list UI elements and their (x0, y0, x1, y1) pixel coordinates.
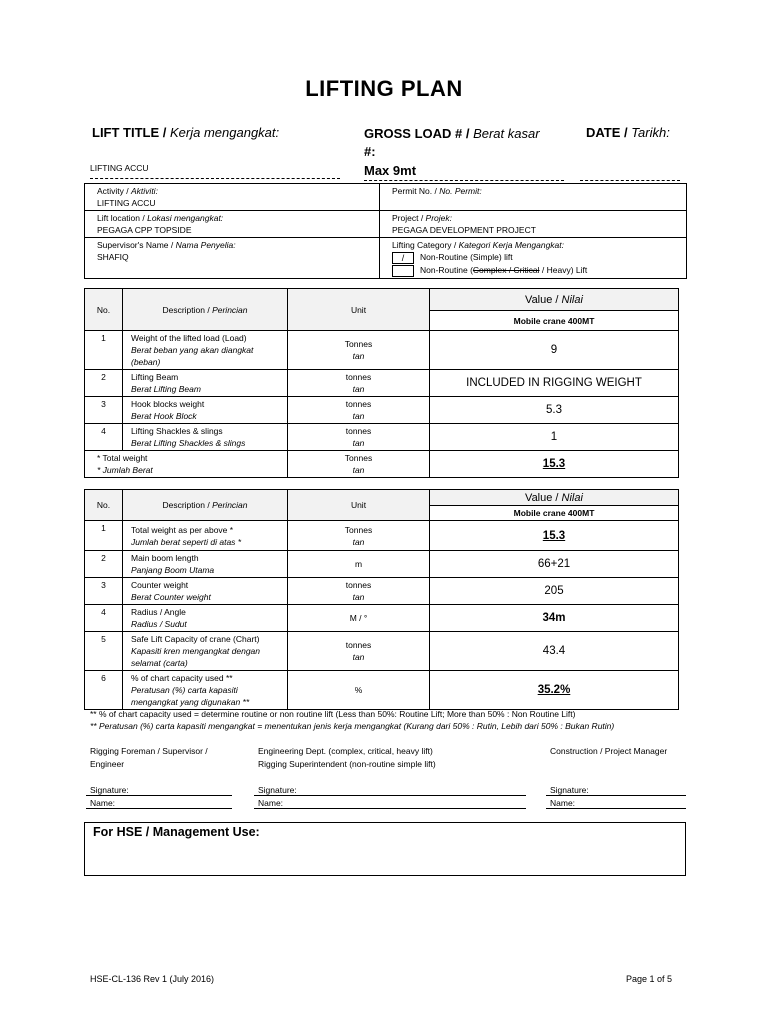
t2-row-no: 2 (85, 551, 123, 578)
note-en: ** % of chart capacity used = determine routine or non routine lift (Less than 50%: Routine Lift; More than 50% : Non Routine Lift) (90, 709, 576, 719)
date-label (586, 125, 670, 140)
t2-row-unit (288, 632, 430, 671)
table-row (85, 632, 679, 671)
page-number: Page 1 of 5 (626, 974, 673, 984)
doc-reference: HSE-CL-136 Rev 1 (July 2016) (90, 974, 215, 984)
category-simple-checkbox[interactable]: / (392, 252, 414, 264)
t2-header-crane: Mobile crane 400MT (430, 506, 679, 521)
t1-row-unit (288, 370, 430, 397)
date-label-my: Tarikh: (631, 125, 670, 140)
t1-header-desc-en: Description / (162, 304, 213, 315)
t2-row-no: 6 (85, 671, 123, 710)
t1-row-no: 1 (85, 331, 123, 370)
sig-col1-signature-label: Signature: (90, 785, 129, 795)
t1-row-value: INCLUDED IN RIGGING WEIGHT (430, 370, 679, 397)
t2-header-no: No. (85, 490, 123, 521)
load-table (84, 288, 679, 478)
date-label-en: DATE / (586, 125, 632, 140)
sig-col1-heading (90, 745, 208, 771)
table-row (85, 331, 679, 370)
crane-table (84, 489, 679, 710)
t1-row-unit-en: tonnes (345, 399, 372, 409)
t1-row-desc-my: Berat Lifting Beam (131, 384, 201, 394)
t1-row-desc-en: Weight of the lifted load (Load) (131, 333, 247, 343)
lift-title-label-my: Kerja mengangkat: (170, 125, 280, 140)
sig-col1-name-line[interactable] (86, 808, 232, 809)
gross-load-underline (364, 180, 564, 181)
category-label: Lifting Category / (392, 240, 459, 250)
t1-header-value-en: Value / (525, 293, 562, 306)
page-title: LIFTING PLAN (305, 76, 463, 101)
permit-cell (380, 184, 687, 211)
t2-row-unit: M / ° (288, 605, 430, 632)
gross-load-label-en: GROSS LOAD # / (364, 126, 474, 141)
t1-row-desc-en: Lifting Beam (131, 372, 179, 382)
hse-label: For HSE / Management Use: (93, 825, 260, 839)
t2-row-desc (123, 671, 288, 710)
t2-row-unit-my: tan (352, 592, 365, 602)
hse-management-box[interactable] (84, 822, 686, 876)
sig-col2-line1: Engineering Dept. (complex, critical, heavy lift) (258, 746, 433, 756)
activity-label: Activity / (97, 186, 132, 196)
lift-title-underline (90, 178, 340, 179)
t1-row-no: 3 (85, 397, 123, 424)
location-label: Lift location / (97, 213, 148, 223)
category-complex-suffix: / Heavy) Lift (539, 264, 588, 275)
lift-title-label (92, 125, 279, 140)
t1-total-desc (85, 451, 288, 478)
t2-row-unit-en: Tonnes (344, 524, 373, 535)
t2-row-desc-my: Kapasiti kren mengangkat dengan selamat (carta) (131, 646, 261, 668)
t1-total-desc-my: * Jumlah Berat (97, 465, 153, 475)
t2-row-desc (123, 578, 288, 605)
t1-row-desc-en: Hook blocks weight (131, 399, 205, 409)
t2-row-desc-en: Counter weight (131, 580, 189, 590)
t2-row-desc (123, 605, 288, 632)
category-complex-checkbox[interactable] (392, 265, 414, 277)
table-row (85, 578, 679, 605)
t2-row-desc-my: Berat Counter weight (131, 592, 211, 602)
t1-header-value (430, 289, 679, 311)
t1-row-desc (123, 397, 288, 424)
t2-row-desc (123, 521, 288, 551)
t1-row-unit-my: tan (352, 411, 365, 421)
category-simple-label: Non-Routine (Simple) lift (420, 252, 513, 262)
t2-row-value: 34m (430, 605, 679, 632)
t2-row-no: 4 (85, 605, 123, 632)
t1-row-no: 4 (85, 424, 123, 451)
t1-row-no: 2 (85, 370, 123, 397)
t2-row-desc-my: Panjang Boom Utama (131, 565, 215, 575)
t1-total-unit (288, 451, 430, 478)
t2-row-desc-en: Radius / Angle (131, 607, 186, 617)
project-label: Project / (392, 213, 426, 223)
permit-label-my: No. Permit: (439, 186, 482, 196)
t2-header-value-en: Value / (525, 491, 562, 504)
table-row (85, 605, 679, 632)
table-row (85, 370, 679, 397)
t1-header-crane: Mobile crane 400MT (430, 311, 679, 331)
sig-col2-name-line[interactable] (254, 808, 526, 809)
sig-col3-signature-line[interactable] (546, 795, 686, 796)
t1-row-unit (288, 424, 430, 451)
date-underline (580, 180, 680, 181)
t2-row-value: 35.2% (430, 671, 679, 710)
t1-row-desc-en: Lifting Shackles & slings (131, 426, 223, 436)
t1-row-unit-en: tonnes (345, 372, 372, 382)
t1-header-desc (123, 289, 288, 331)
activity-label-my: Aktiviti: (131, 186, 158, 196)
t1-row-desc (123, 331, 288, 370)
location-label-my: Lokasi mengangkat: (147, 213, 224, 223)
t2-header-unit: Unit (288, 490, 430, 521)
project-label-my: Projek: (425, 213, 453, 223)
t2-row-unit (288, 578, 430, 605)
sig-col2-line2: Rigging Superintendent (non-routine simple lift) (258, 759, 436, 769)
gross-load-label (364, 125, 564, 161)
t1-row-desc (123, 424, 288, 451)
t1-row-desc-my: Berat Hook Block (131, 411, 197, 421)
sig-col3-signature-label: Signature: (550, 785, 589, 795)
gross-load-label-my: Berat kasar (473, 126, 540, 141)
t2-header-desc-my: Perincian (212, 500, 248, 510)
sig-col1-line2: Engineer (90, 759, 125, 769)
t2-row-unit: m (288, 551, 430, 578)
t1-row-value: 5.3 (430, 397, 679, 424)
category-label-my: Kategori Kerja Mengangkat: (458, 240, 564, 250)
t2-header-desc (123, 490, 288, 521)
t2-row-unit-my: tan (352, 536, 365, 547)
category-complex-struck: Complex / Critical (472, 264, 540, 275)
project-cell (380, 211, 687, 238)
t1-total-unit-en: Tonnes (344, 453, 373, 463)
t1-row-desc (123, 370, 288, 397)
supervisor-label-my: Nama Penyelia: (175, 240, 236, 250)
t2-row-desc-my: Radius / Sudut (131, 619, 187, 629)
t1-total-desc-en: * Total weight (97, 453, 148, 463)
supervisor-cell (85, 238, 380, 279)
sig-col2-signature-line[interactable] (254, 795, 526, 796)
t1-header-unit: Unit (288, 289, 430, 331)
sig-col3-heading: Construction / Project Manager (550, 746, 668, 756)
t2-header-value (430, 490, 679, 506)
permit-label: Permit No. / (392, 186, 440, 196)
table-row-total (85, 451, 679, 478)
t2-row-desc (123, 551, 288, 578)
category-cell (380, 238, 687, 279)
activity-value: LIFTING ACCU (97, 198, 156, 208)
t2-row-no: 3 (85, 578, 123, 605)
t2-row-value: 66+21 (430, 551, 679, 578)
location-value: PEGAGA CPP TOPSIDE (97, 225, 192, 235)
t2-row-value: 43.4 (430, 632, 679, 671)
location-cell (85, 211, 380, 238)
t1-row-desc-my: Berat beban yang akan diangkat (beban) (131, 345, 254, 367)
t2-row-desc-en: Safe Lift Capacity of crane (Chart) (131, 634, 260, 644)
t2-row-unit-en: tonnes (345, 640, 372, 650)
t1-total-value: 15.3 (430, 451, 679, 478)
table-row (85, 397, 679, 424)
project-value: PEGAGA DEVELOPMENT PROJECT (392, 225, 536, 235)
t2-row-desc-en: Total weight as per above * (131, 524, 234, 535)
t1-row-unit-en: tonnes (345, 426, 372, 436)
lift-title-label-en: LIFT TITLE / (92, 125, 170, 140)
sig-col3-name-line[interactable] (546, 808, 686, 809)
category-complex-prefix: Non-Routine ( (420, 264, 473, 275)
note-my: ** Peratusan (%) carta kapasiti mengangkat = menentukan jenis kerja mengangkat (Kurang dari 50% : Rutin, Lebih dari 50% : Bukan Rutin) (90, 721, 615, 731)
sig-col2-signature-label: Signature: (258, 785, 297, 795)
t2-row-desc-my-suffix: yang digunakan ** (177, 697, 250, 707)
t2-row-desc-my: Jumlah berat seperti di atas * (131, 536, 242, 547)
sig-col3-name-label: Name: (550, 798, 576, 808)
sig-col1-name-label: Name: (90, 798, 116, 808)
t2-row-unit-my: tan (352, 652, 365, 662)
info-table (84, 183, 687, 279)
t1-row-unit-my: tan (352, 384, 365, 394)
table-row (85, 424, 679, 451)
sig-col2-heading (258, 745, 436, 771)
table-row (85, 521, 679, 551)
t1-row-desc-my: Berat Lifting Shackles & slings (131, 438, 246, 448)
t2-row-unit: % (288, 671, 430, 710)
t1-row-unit (288, 331, 430, 370)
t1-header-desc-my: Perincian (212, 304, 248, 315)
category-complex-label (420, 265, 587, 275)
sig-col2-name-label: Name: (258, 798, 284, 808)
activity-cell (85, 184, 380, 211)
t2-row-value: 205 (430, 578, 679, 605)
t2-row-unit (288, 521, 430, 551)
sig-col1-line1: Rigging Foreman / Supervisor / (90, 746, 208, 756)
t2-header-value-my: Nilai (561, 491, 583, 504)
t1-row-unit-my: tan (352, 438, 365, 448)
t1-row-unit-my: tan (352, 351, 365, 361)
sig-col1-signature-line[interactable] (86, 795, 232, 796)
t2-header-desc-en: Description / (162, 500, 213, 510)
t2-row-desc-en: % of chart capacity used ** (131, 673, 233, 683)
t1-row-value: 9 (430, 331, 679, 370)
lift-title-value: LIFTING ACCU (90, 163, 149, 173)
table-row (85, 671, 679, 710)
t2-row-desc-en: Main boom length (131, 553, 199, 563)
supervisor-value: SHAFIQ (97, 252, 129, 262)
t1-row-unit (288, 397, 430, 424)
t1-row-value: 1 (430, 424, 679, 451)
t1-total-unit-my: tan (352, 465, 365, 475)
t2-row-unit-en: tonnes (345, 580, 372, 590)
gross-load-hash: #: (364, 144, 376, 159)
t1-header-value-my: Nilai (561, 293, 583, 306)
t2-row-no: 1 (85, 521, 123, 551)
t2-row-no: 5 (85, 632, 123, 671)
t1-row-unit-en: Tonnes (344, 339, 373, 349)
t2-row-desc (123, 632, 288, 671)
supervisor-label: Supervisor's Name / (97, 240, 176, 250)
table-row (85, 551, 679, 578)
t1-header-no: No. (85, 289, 123, 331)
t2-row-desc-my: Peratusan (%) carta kapasiti mengangkat (131, 685, 238, 707)
gross-load-value: Max 9mt (364, 163, 417, 178)
t2-row-value: 15.3 (430, 521, 679, 551)
